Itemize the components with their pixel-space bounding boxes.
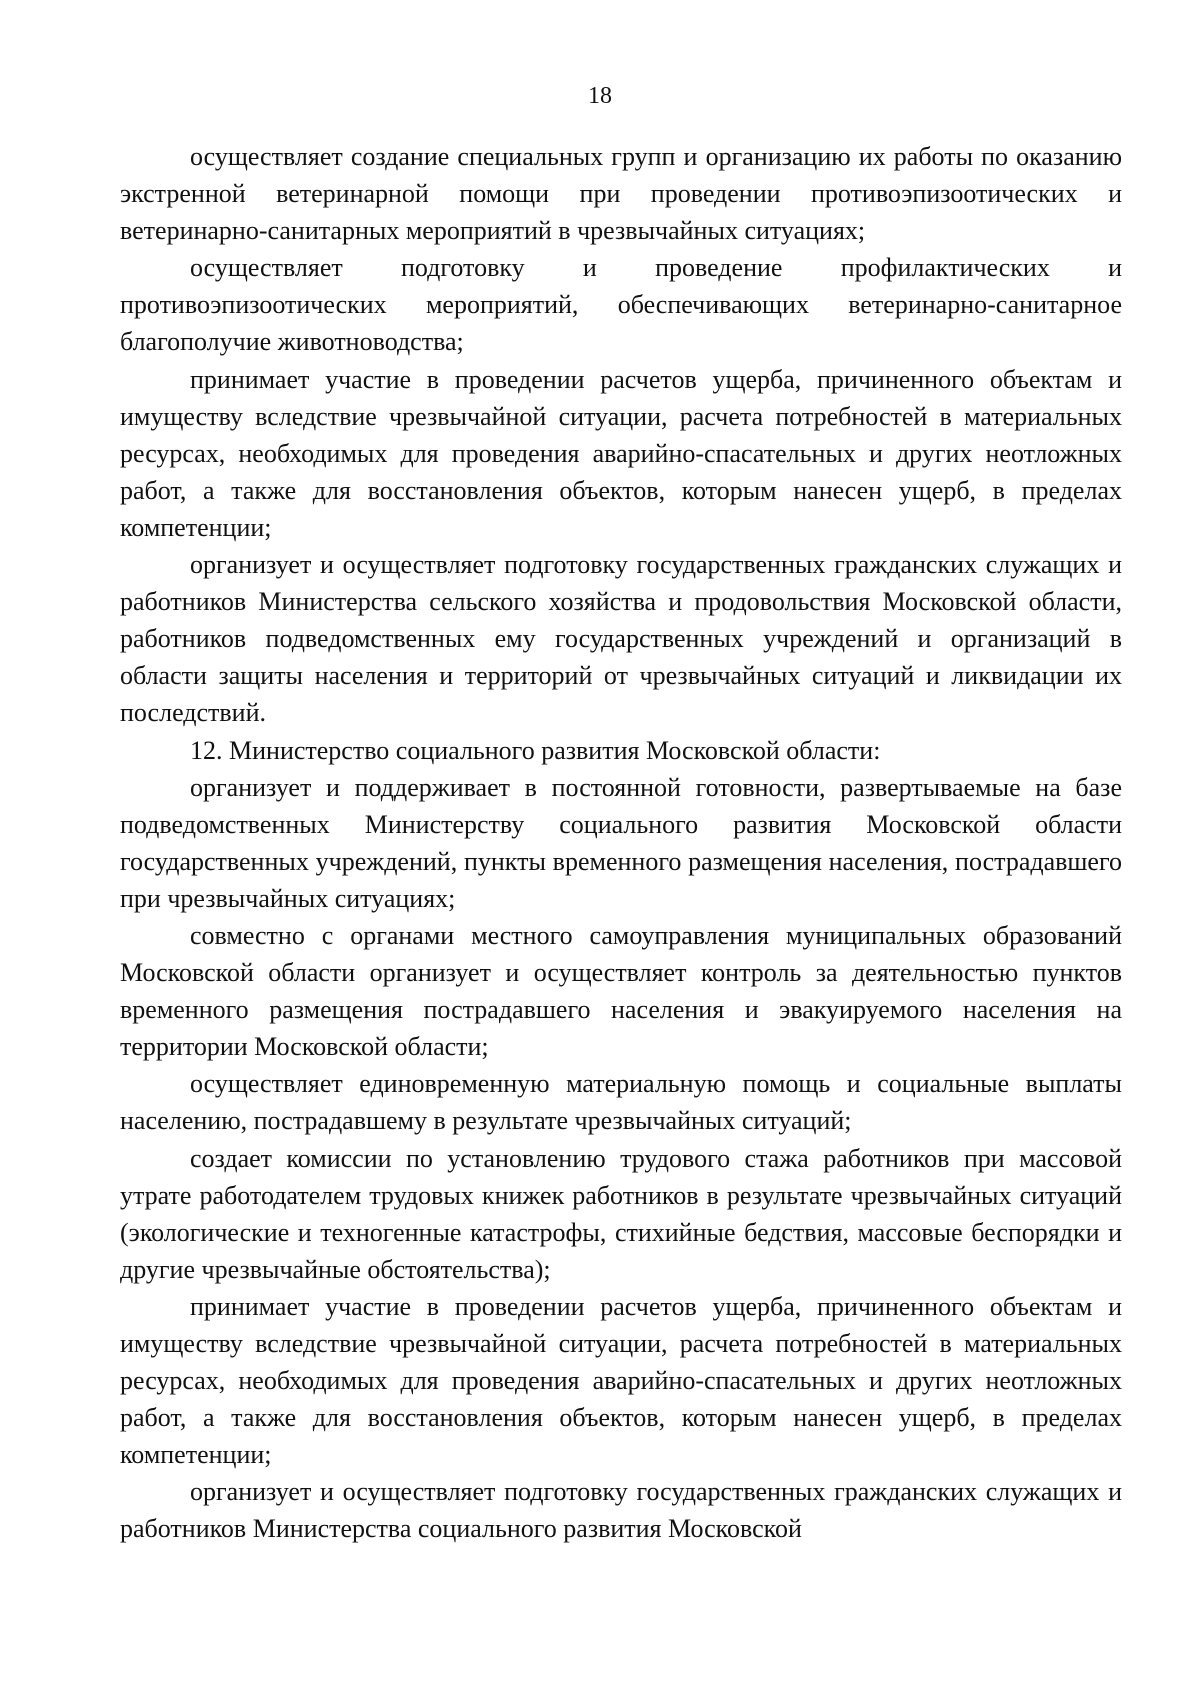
section-heading-12: 12. Министерство социального развития Московской области: <box>190 735 881 765</box>
paragraph-special-groups: осуществляет создание специальных групп и организацию их работы по оказанию экстренной ветеринарной помощи при проведении противоэпизоотических и ветеринарно-санитарных мероприятий в чрезвычайных ситуациях; <box>120 142 1122 246</box>
paragraph-training-agriculture: организует и осуществляет подготовку государственных гражданских служащих и работников Министерства сельского хозяйства и продовольствия Московской области, работников подведомственных ему государственных учреждений и организаций в области защиты населения и территорий от чрезвычайных ситуаций и ликвидации их последствий. <box>120 550 1122 728</box>
paragraph-material-assistance: осуществляет единовременную материальную помощь и социальные выплаты населению, пострадавшему в результате чрезвычайных ситуаций; <box>120 1069 1122 1136</box>
document-body <box>120 138 1122 1548</box>
paragraph-control-accommodation: совместно с органами местного самоуправления муниципальных образований Московской области организует и осуществляет контроль за деятельностью пунктов временного размещения пострадавшего населения и эвакуируемого населения на территории Московской области; <box>120 920 1122 1062</box>
paragraph-labor-commissions: создает комиссии по установлению трудового стажа работников при массовой утрате работодателем трудовых книжек работников в результате чрезвычайных ситуаций (экологические и техногенные катастрофы, стихийные бедствия, массовые беспорядки и другие чрезвычайные обстоятельства); <box>120 1143 1122 1284</box>
paragraph-damage-assessment-social: принимает участие в проведении расчетов ущерба, причиненного объектам и имуществу вследствие чрезвычайной ситуации, расчета потребностей в материальных ресурсах, необходимых для проведения аварийно-спасательных и других неотложных работ, а также для восстановления объектов, которым нанесен ущерб, в пределах компетенции; <box>120 1291 1122 1470</box>
page-number: 18 <box>588 83 612 109</box>
paragraph-damage-assessment-agriculture: принимает участие в проведении расчетов ущерба, причиненного объектам и имуществу вследствие чрезвычайной ситуации, расчета потребностей в материальных ресурсах, необходимых для проведения аварийно-спасательных и других неотложных работ, а также для восстановления объектов, которым нанесен ущерб, в пределах компетенции; <box>120 364 1122 542</box>
paragraph-training-social: организует и осуществляет подготовку государственных гражданских служащих и работников Министерства социального развития Московской <box>120 1477 1122 1544</box>
paragraph-preventive-measures: осуществляет подготовку и проведение профилактических и противоэпизоотических мероприятий, обеспечивающих ветеринарно-санитарное благополучие животноводства; <box>120 253 1122 357</box>
paragraph-temporary-accommodation: организует и поддерживает в постоянной готовности, развертываемые на базе подведомственных Министерству социального развития Московской области государственных учреждений, пункты временного размещения населения, пострадавшего при чрезвычайных ситуациях; <box>120 772 1122 913</box>
